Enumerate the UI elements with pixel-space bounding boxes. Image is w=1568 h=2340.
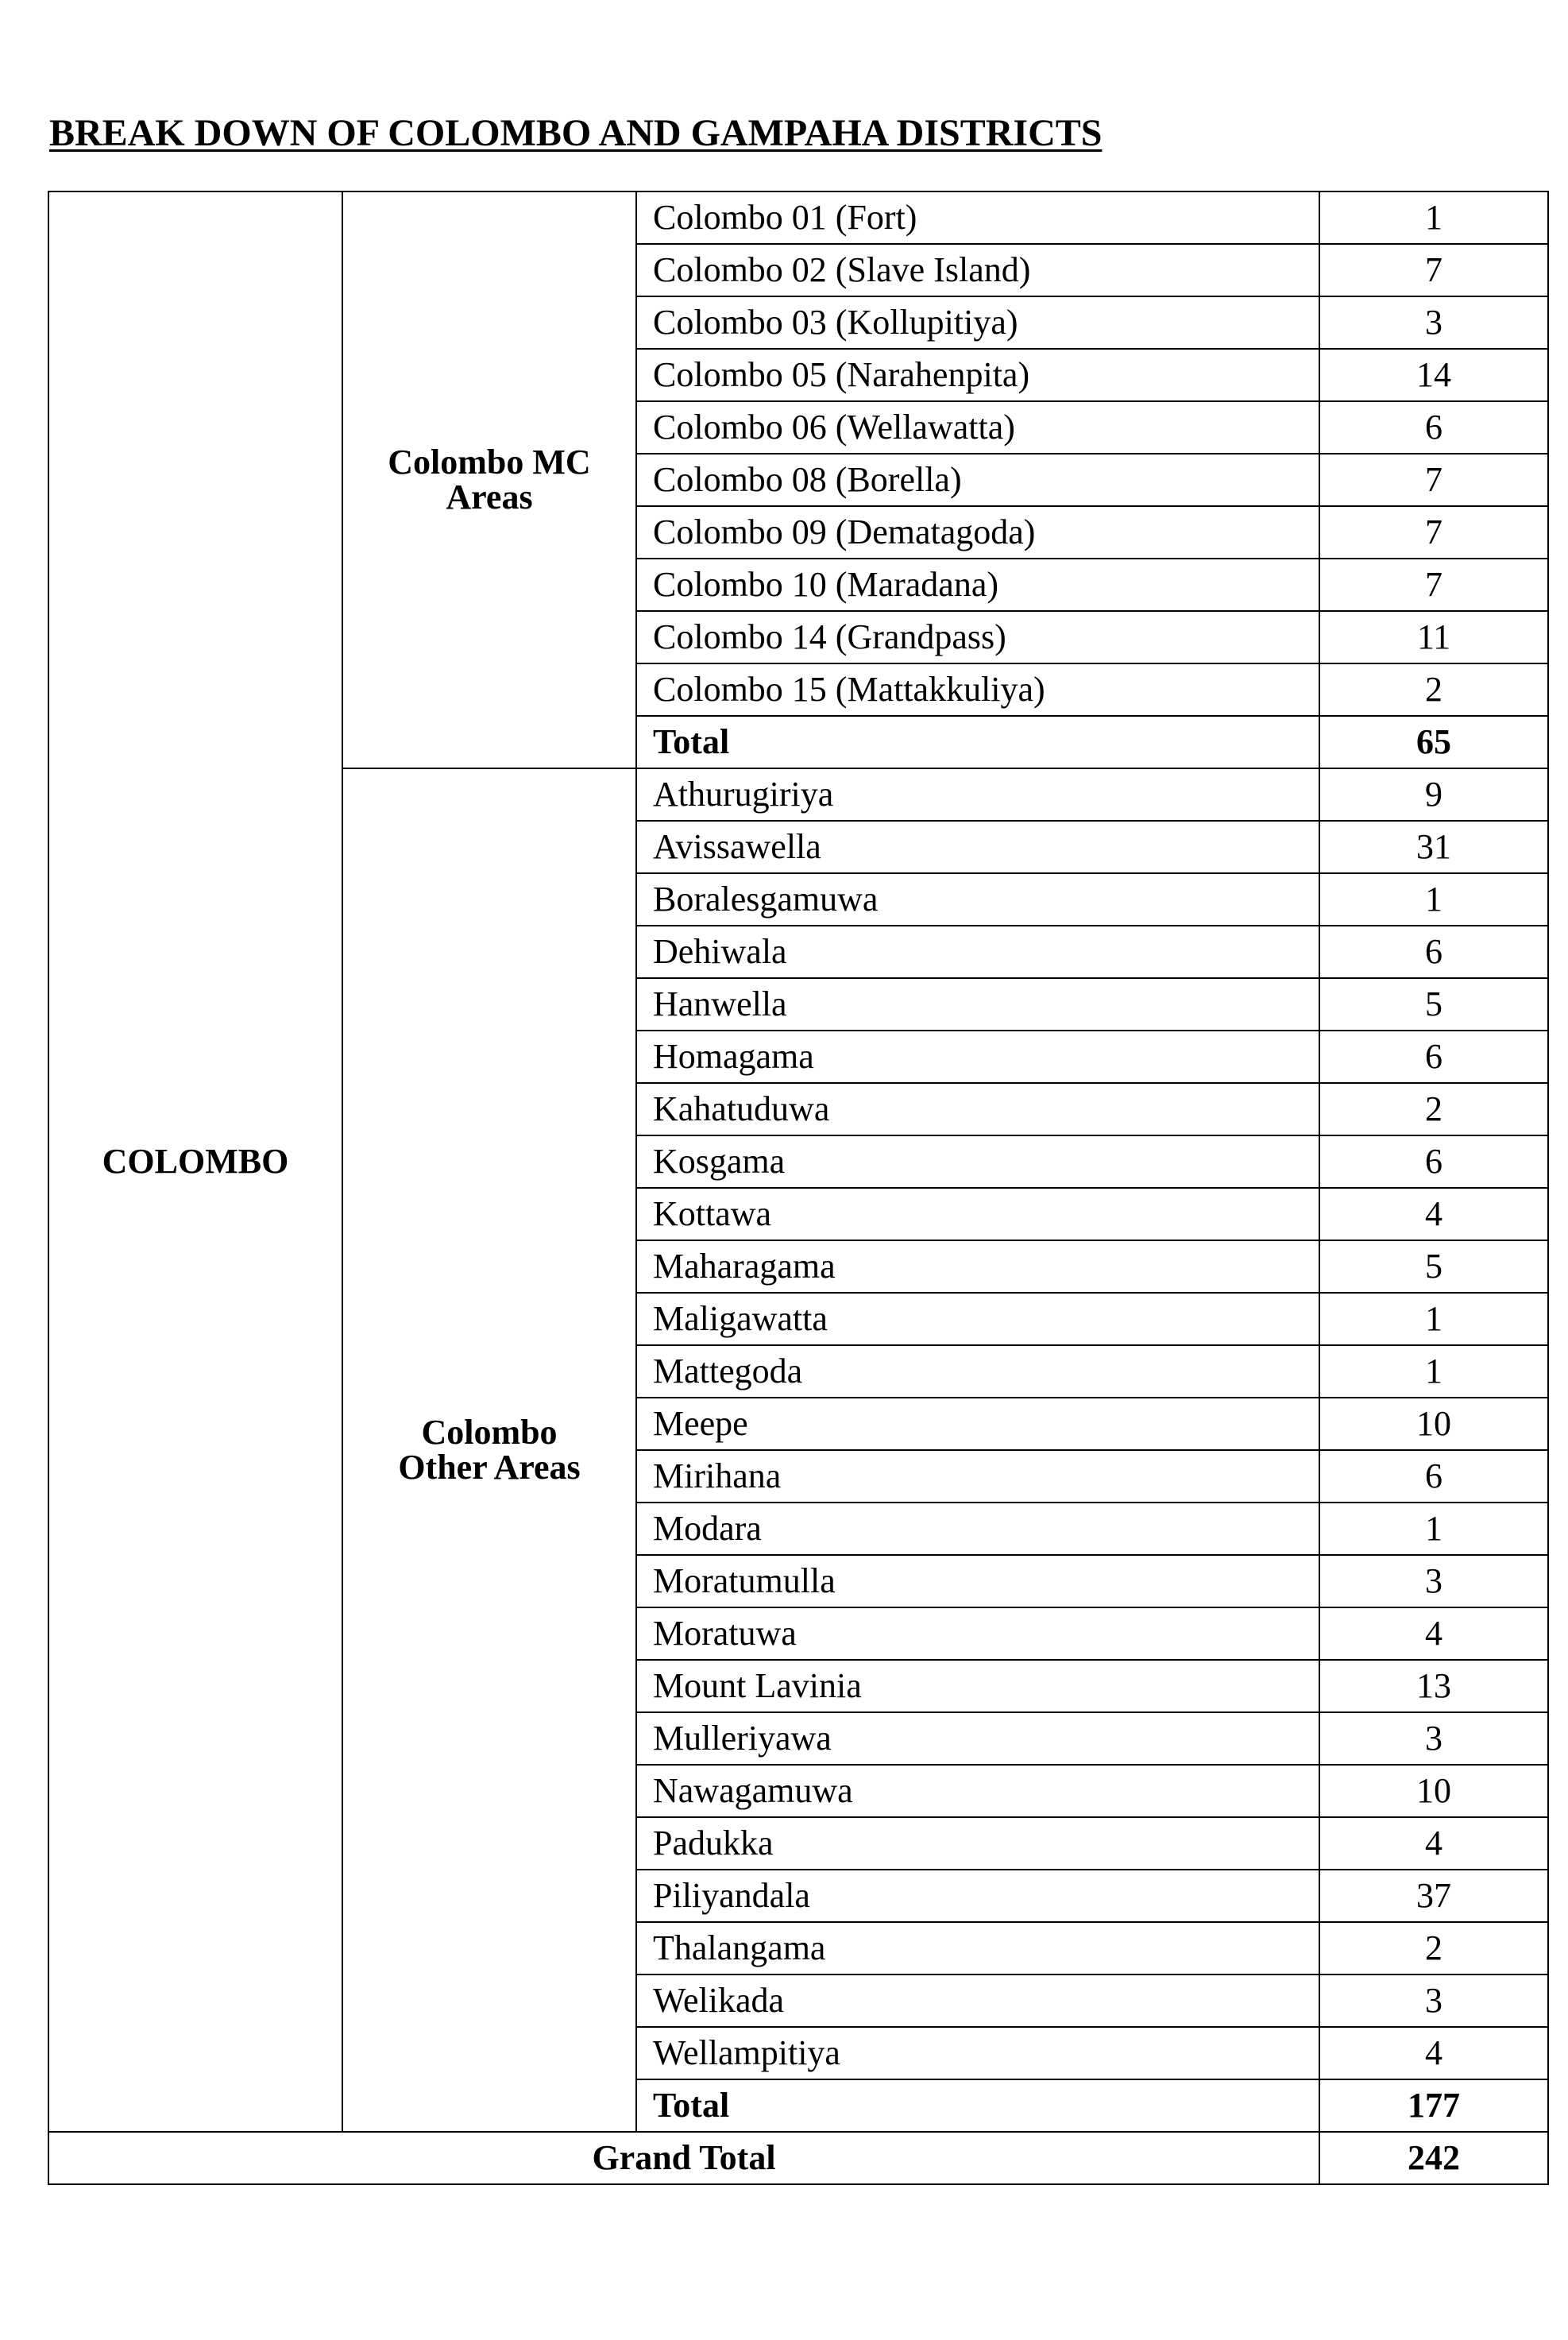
count-cell: 6 bbox=[1319, 1031, 1548, 1083]
location-cell: Modara bbox=[636, 1503, 1319, 1555]
count-cell: 1 bbox=[1319, 191, 1548, 244]
count-cell: 1 bbox=[1319, 1345, 1548, 1398]
count-cell: 5 bbox=[1319, 978, 1548, 1031]
count-cell: 3 bbox=[1319, 1712, 1548, 1765]
location-cell: Maligawatta bbox=[636, 1293, 1319, 1345]
count-cell: 37 bbox=[1319, 1870, 1548, 1922]
location-cell: Colombo 03 (Kollupitiya) bbox=[636, 296, 1319, 349]
count-cell: 4 bbox=[1319, 1817, 1548, 1870]
location-cell: Nawagamuwa bbox=[636, 1765, 1319, 1817]
count-cell: 10 bbox=[1319, 1398, 1548, 1450]
count-cell: 3 bbox=[1319, 1555, 1548, 1607]
count-cell: 7 bbox=[1319, 244, 1548, 296]
location-cell: Colombo 06 (Wellawatta) bbox=[636, 401, 1319, 454]
count-cell: 1 bbox=[1319, 873, 1548, 926]
count-cell: 10 bbox=[1319, 1765, 1548, 1817]
location-cell: Mirihana bbox=[636, 1450, 1319, 1503]
count-cell: 1 bbox=[1319, 1293, 1548, 1345]
count-cell: 6 bbox=[1319, 1450, 1548, 1503]
area-cell: Colombo Other Areas bbox=[342, 768, 636, 2132]
location-cell: Colombo 09 (Dematagoda) bbox=[636, 506, 1319, 559]
location-cell: Piliyandala bbox=[636, 1870, 1319, 1922]
district-cell: COLOMBO bbox=[48, 191, 342, 2132]
location-cell: Moratumulla bbox=[636, 1555, 1319, 1607]
table-row bbox=[48, 191, 1548, 244]
subtotal-label: Total bbox=[636, 716, 1319, 768]
count-cell: 7 bbox=[1319, 454, 1548, 506]
page-title: BREAK DOWN OF COLOMBO AND GAMPAHA DISTRICTS bbox=[49, 112, 1103, 154]
location-cell: Homagama bbox=[636, 1031, 1319, 1083]
count-cell: 2 bbox=[1319, 663, 1548, 716]
location-cell: Kottawa bbox=[636, 1188, 1319, 1240]
location-cell: Colombo 05 (Narahenpita) bbox=[636, 349, 1319, 401]
subtotal-value: 65 bbox=[1319, 716, 1548, 768]
count-cell: 6 bbox=[1319, 401, 1548, 454]
count-cell: 4 bbox=[1319, 1607, 1548, 1660]
grand-total-label: Grand Total bbox=[48, 2132, 1319, 2184]
count-cell: 7 bbox=[1319, 506, 1548, 559]
subtotal-label: Total bbox=[636, 2079, 1319, 2132]
location-cell: Mount Lavinia bbox=[636, 1660, 1319, 1712]
location-cell: Thalangama bbox=[636, 1922, 1319, 1974]
location-cell: Mattegoda bbox=[636, 1345, 1319, 1398]
location-cell: Kahatuduwa bbox=[636, 1083, 1319, 1135]
subtotal-value: 177 bbox=[1319, 2079, 1548, 2132]
count-cell: 11 bbox=[1319, 611, 1548, 663]
count-cell: 3 bbox=[1319, 296, 1548, 349]
area-cell: Colombo MC Areas bbox=[342, 191, 636, 768]
count-cell: 6 bbox=[1319, 926, 1548, 978]
count-cell: 9 bbox=[1319, 768, 1548, 821]
location-cell: Dehiwala bbox=[636, 926, 1319, 978]
location-cell: Moratuwa bbox=[636, 1607, 1319, 1660]
count-cell: 4 bbox=[1319, 2027, 1548, 2079]
count-cell: 4 bbox=[1319, 1188, 1548, 1240]
table-body bbox=[48, 191, 1548, 2184]
grand-total-row bbox=[48, 2132, 1548, 2184]
count-cell: 2 bbox=[1319, 1083, 1548, 1135]
count-cell: 31 bbox=[1319, 821, 1548, 873]
count-cell: 3 bbox=[1319, 1974, 1548, 2027]
location-cell: Padukka bbox=[636, 1817, 1319, 1870]
location-cell: Colombo 15 (Mattakkuliya) bbox=[636, 663, 1319, 716]
location-cell: Colombo 08 (Borella) bbox=[636, 454, 1319, 506]
location-cell: Colombo 01 (Fort) bbox=[636, 191, 1319, 244]
location-cell: Wellampitiya bbox=[636, 2027, 1319, 2079]
count-cell: 6 bbox=[1319, 1135, 1548, 1188]
count-cell: 13 bbox=[1319, 1660, 1548, 1712]
location-cell: Colombo 02 (Slave Island) bbox=[636, 244, 1319, 296]
location-cell: Meepe bbox=[636, 1398, 1319, 1450]
count-cell: 7 bbox=[1319, 559, 1548, 611]
location-cell: Maharagama bbox=[636, 1240, 1319, 1293]
location-cell: Mulleriyawa bbox=[636, 1712, 1319, 1765]
location-cell: Avissawella bbox=[636, 821, 1319, 873]
count-cell: 2 bbox=[1319, 1922, 1548, 1974]
location-cell: Colombo 10 (Maradana) bbox=[636, 559, 1319, 611]
location-cell: Colombo 14 (Grandpass) bbox=[636, 611, 1319, 663]
count-cell: 5 bbox=[1319, 1240, 1548, 1293]
location-cell: Welikada bbox=[636, 1974, 1319, 2027]
count-cell: 1 bbox=[1319, 1503, 1548, 1555]
count-cell: 14 bbox=[1319, 349, 1548, 401]
location-cell: Kosgama bbox=[636, 1135, 1319, 1188]
breakdown-table bbox=[48, 191, 1549, 2185]
location-cell: Hanwella bbox=[636, 978, 1319, 1031]
location-cell: Boralesgamuwa bbox=[636, 873, 1319, 926]
location-cell: Athurugiriya bbox=[636, 768, 1319, 821]
grand-total-value: 242 bbox=[1319, 2132, 1548, 2184]
